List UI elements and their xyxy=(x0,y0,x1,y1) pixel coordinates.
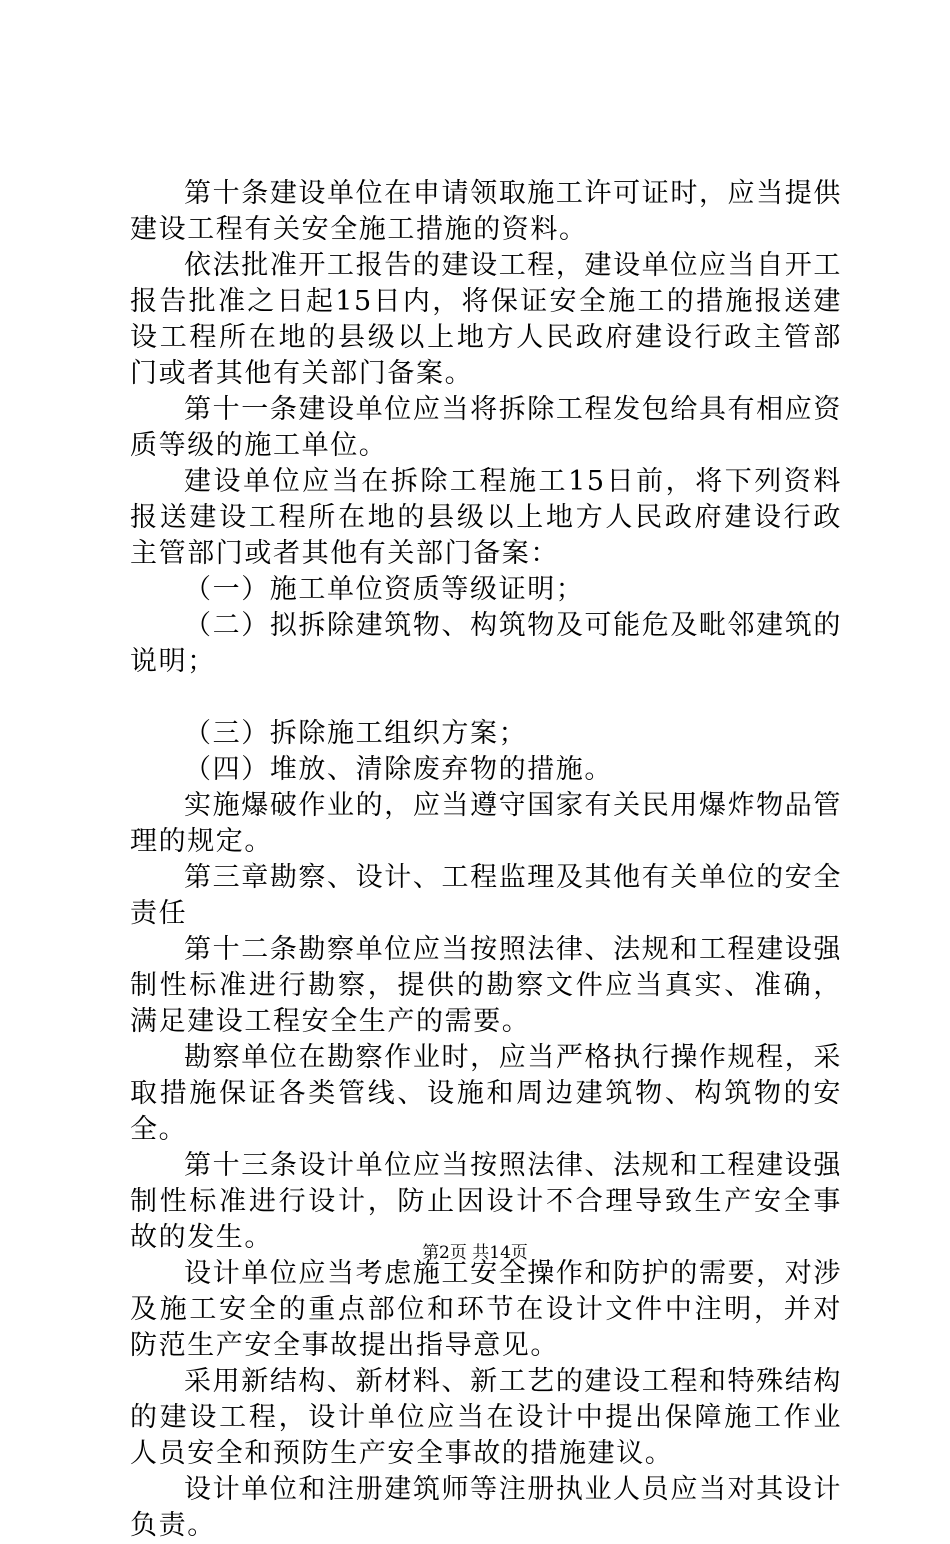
paragraph-article-11: 第十一条建设单位应当将拆除工程发包给具有相应资质等级的施工单位。 xyxy=(130,394,842,461)
paragraph-approval-filing: 依法批准开工报告的建设工程，建设单位应当自开工报告批准之日起15日内，将保证安全施工的措施报送建设工程所在地的县级以上地方人民政府建设行政主管部门或者其他有关部门备案。 xyxy=(130,250,842,389)
document-body xyxy=(130,176,842,1544)
paragraph-design-responsibility: 设计单位和注册建筑师等注册执业人员应当对其设计负责。 xyxy=(130,1474,842,1541)
paragraph-article-12: 第十二条勘察单位应当按照法律、法规和工程建设强制性标准进行勘察，提供的勘察文件应当真实、准确，满足建设工程安全生产的需要。 xyxy=(130,934,842,1037)
list-item-3: （三）拆除施工组织方案； xyxy=(184,718,528,749)
paragraph-blasting: 实施爆破作业的，应当遵守国家有关民用爆炸物品管理的规定。 xyxy=(130,790,842,857)
list-item-2: （二）拟拆除建筑物、构筑物及可能危及毗邻建筑的说明； xyxy=(130,610,842,677)
list-item-4: （四）堆放、清除废弃物的措施。 xyxy=(184,754,613,785)
paragraph-survey-operation: 勘察单位在勘察作业时，应当严格执行操作规程，采取措施保证各类管线、设施和周边建筑物、构筑物的安全。 xyxy=(130,1042,842,1145)
paragraph-article-13: 第十三条设计单位应当按照法律、法规和工程建设强制性标准进行设计，防止因设计不合理导致生产安全事故的发生。 xyxy=(130,1150,842,1253)
list-item-1: （一）施工单位资质等级证明； xyxy=(184,574,585,605)
paragraph-demolition-filing: 建设单位应当在拆除工程施工15日前，将下列资料报送建设工程所在地的县级以上地方人民政府建设行政主管部门或者其他有关部门备案： xyxy=(130,466,842,569)
page-footer: 第2页 共14页 xyxy=(422,1243,528,1263)
paragraph-article-10: 第十条建设单位在申请领取施工许可证时，应当提供建设工程有关安全施工措施的资料。 xyxy=(130,178,842,245)
paragraph-new-structures: 采用新结构、新材料、新工艺的建设工程和特殊结构的建设工程，设计单位应当在设计中提出保障施工作业人员安全和预防生产安全事故的措施建议。 xyxy=(130,1366,842,1469)
chapter-3-heading: 第三章勘察、设计、工程监理及其他有关单位的安全责任 xyxy=(130,862,842,929)
paragraph-design-safety: 设计单位应当考虑施工安全操作和防护的需要，对涉及施工安全的重点部位和环节在设计文件中注明，并对防范生产安全事故提出指导意见。 xyxy=(130,1258,842,1361)
